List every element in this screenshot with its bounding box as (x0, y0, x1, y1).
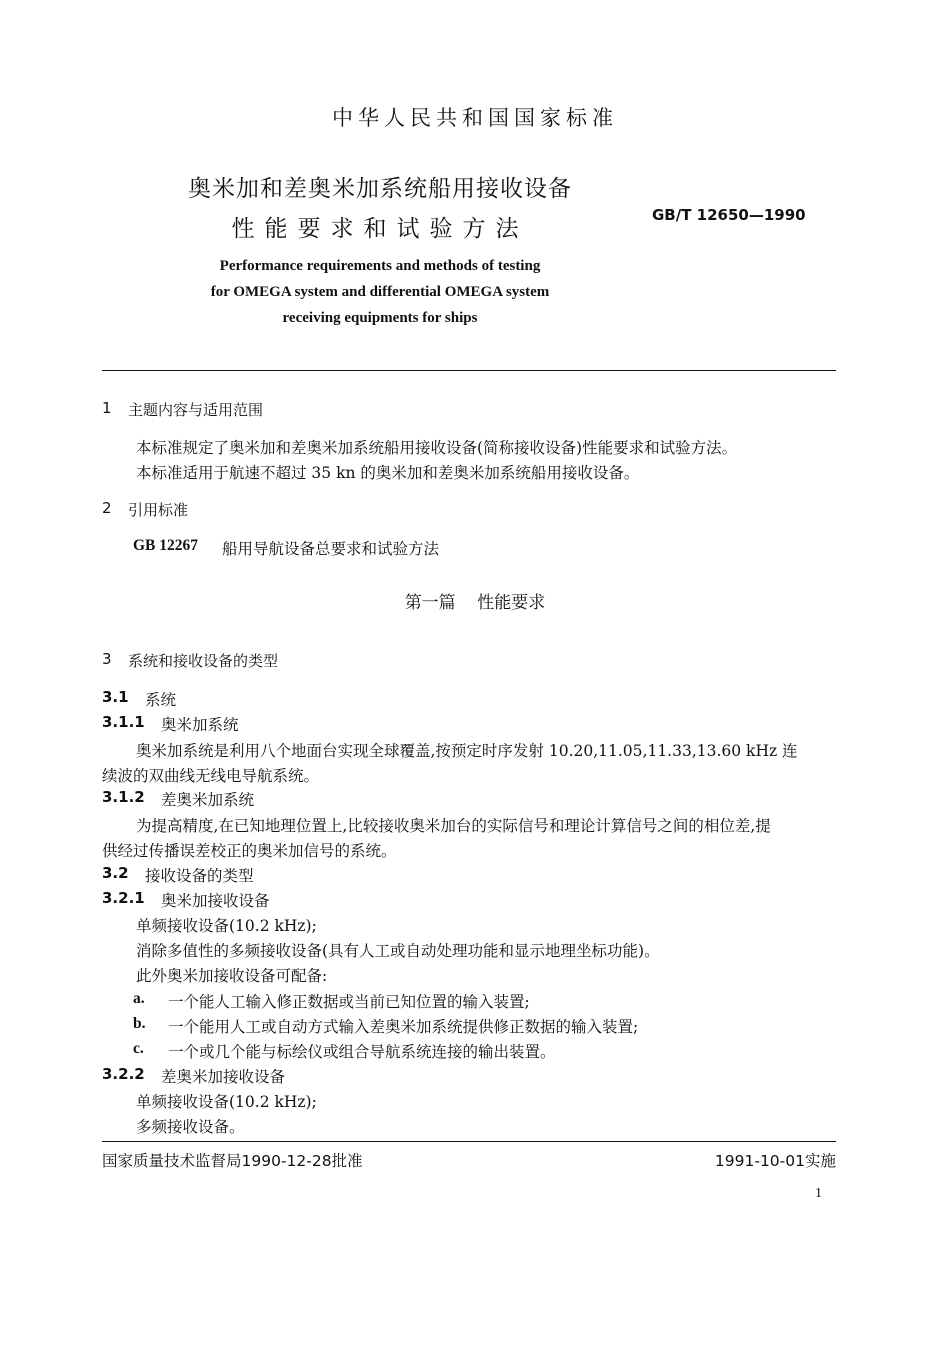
reference-title: 船用导航设备总要求和试验方法 (222, 540, 440, 558)
section-3-1-1-text-line2: 续波的双曲线无线电导航系统。 (102, 767, 320, 785)
approval-note: 国家质量技术监督局1990-12-28批准 (102, 1152, 363, 1170)
section-3-2-1-number: 3.2.1 (102, 889, 145, 907)
list-item-b: 一个能用人工或自动方式输入差奥米加系统提供修正数据的输入装置; (168, 1018, 639, 1036)
section-3-title: 系统和接收设备的类型 (128, 652, 279, 670)
list-marker-c: c. (133, 1040, 144, 1057)
list-item-c: 一个或几个能与标绘仪或组合导航系统连接的输出装置。 (168, 1043, 556, 1061)
section-3-2-2-line1: 单频接收设备(10.2 kHz); (136, 1093, 317, 1111)
section-3-2-1-title: 奥米加接收设备 (161, 892, 270, 910)
section-3-2-2-number: 3.2.2 (102, 1065, 145, 1083)
section-2-number: 2 (102, 499, 112, 517)
standard-code: GB/T 12650—1990 (652, 206, 806, 224)
section-3-2-number: 3.2 (102, 864, 129, 882)
title-en-line1: Performance requirements and methods of testing (219, 258, 541, 274)
list-marker-b: b. (133, 1015, 146, 1032)
list-marker-a: a. (133, 990, 145, 1007)
part-title: 第一篇 性能要求 (404, 593, 546, 613)
list-item-a: 一个能人工输入修正数据或当前已知位置的输入装置; (168, 993, 530, 1011)
reference-code: GB 12267 (133, 537, 199, 554)
section-3-2-1-line2: 消除多值性的多频接收设备(具有人工或自动处理功能和显示地理坐标功能)。 (136, 942, 660, 960)
section-1-number: 1 (102, 399, 112, 417)
national-standard-heading: 中华人民共和国国家标准 (332, 106, 618, 130)
footer-divider (102, 1141, 836, 1142)
title-en-line2: for OMEGA system and differential OMEGA system (210, 284, 550, 300)
section-3-1-2-text-line1: 为提高精度,在已知地理位置上,比较接收奥米加台的实际信号和理论计算信号之间的相位差,提 (136, 817, 771, 835)
section-3-2-1-line1: 单频接收设备(10.2 kHz); (136, 917, 317, 935)
section-3-1-1-text-line1: 奥米加系统是利用八个地面台实现全球覆盖,按预定时序发射 10.20,11.05,11.33,13.60 kHz 连 (136, 742, 798, 760)
section-1-title: 主题内容与适用范围 (128, 401, 264, 419)
section-3-2-1-line3: 此外奥米加接收设备可配备: (136, 967, 328, 985)
section-3-1-2-title: 差奥米加系统 (161, 791, 255, 809)
header-divider (102, 370, 836, 371)
section-3-1-1-title: 奥米加系统 (161, 716, 239, 734)
title-cn-line1: 奥米加和差奥米加系统船用接收设备 (188, 176, 572, 202)
section-3-1-title: 系统 (145, 691, 177, 709)
section-3-2-2-title: 差奥米加接收设备 (161, 1068, 286, 1086)
implementation-note: 1991-10-01实施 (714, 1152, 836, 1170)
section-1-paragraph-2: 本标准适用于航速不超过 35 kn 的奥米加和差奥米加系统船用接收设备。 (136, 464, 640, 482)
section-3-1-2-number: 3.1.2 (102, 788, 145, 806)
section-3-1-2-text-line2: 供经过传播误差校正的奥米加信号的系统。 (102, 842, 397, 860)
section-3-1-1-number: 3.1.1 (102, 713, 145, 731)
section-3-2-2-line2: 多频接收设备。 (136, 1118, 245, 1136)
section-3-number: 3 (102, 650, 112, 668)
section-3-2-title: 接收设备的类型 (145, 867, 254, 885)
section-2-title: 引用标准 (128, 501, 189, 519)
title-cn-line2: 性能要求和试验方法 (231, 216, 529, 242)
section-3-1-number: 3.1 (102, 688, 129, 706)
page-number: 1 (815, 1186, 822, 1201)
section-1-paragraph-1: 本标准规定了奥米加和差奥米加系统船用接收设备(简称接收设备)性能要求和试验方法。 (136, 439, 738, 457)
title-en-line3: receiving equipments for ships (282, 310, 478, 326)
